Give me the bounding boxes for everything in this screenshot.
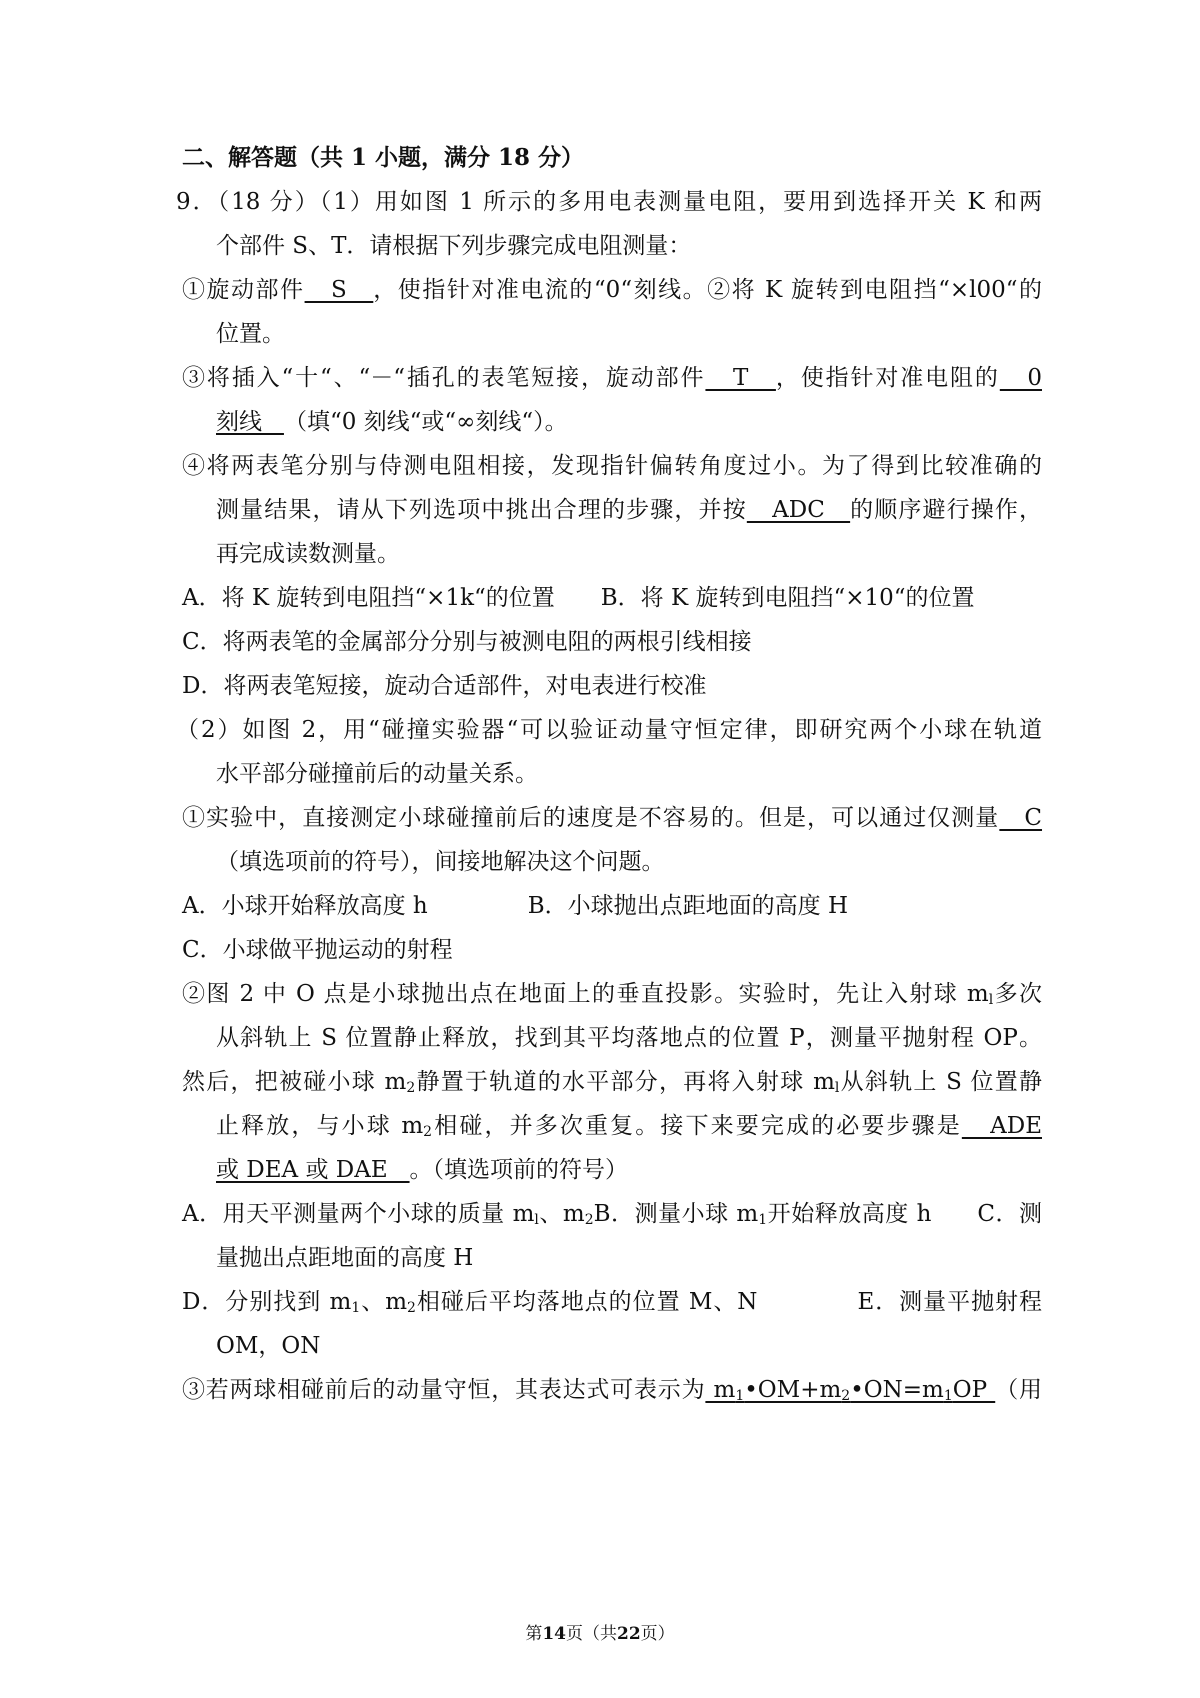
- q2-option-text: 、m: [360, 1289, 408, 1315]
- step-1-prefix: ①旋动部件: [182, 277, 305, 303]
- part-2-q2-line-4: [216, 1102, 1042, 1150]
- subscript: 1: [758, 1212, 768, 1228]
- part-2-q2-line-1: [182, 970, 1042, 1018]
- part-2-q1-line-1: [182, 794, 1042, 842]
- subscript: 2: [406, 1080, 416, 1096]
- answer-blank-s: S: [304, 277, 374, 303]
- page-footer: [0, 1622, 1200, 1646]
- q2-options-line-2: 量抛出点距地面的高度 H: [216, 1245, 474, 1271]
- subscript: 2: [423, 1124, 433, 1140]
- part-2-q1-line-2: （填选项前的符号），间接地解决这个问题。: [216, 849, 665, 875]
- question-intro-line-2: 个部件 S、T．请根据下列步骤完成电阻测量：: [216, 233, 692, 259]
- q1-option-b: B．小球抛出点距地面的高度 H: [527, 893, 849, 919]
- page-total: 22: [617, 1624, 641, 1644]
- q2-options-line-4: OM，ON: [216, 1333, 321, 1359]
- footer-text: 页）: [640, 1624, 675, 1644]
- part-2-q2-line-2: 从斜轨上 S 位置静止释放，找到其平均落地点的位置 P，测量平抛射程 OP。: [216, 1025, 1042, 1051]
- subscript: l: [534, 1212, 539, 1228]
- section-heading: 二、解答题（共 1 小题，满分 18 分）: [182, 144, 585, 171]
- step-3-line-2: [216, 398, 1042, 446]
- q1-option-c: C．小球做平抛运动的射程: [182, 937, 453, 963]
- step-4-suffix: 的顺序避行操作，: [850, 497, 1043, 523]
- q2-text: 然后，把被碰小球 m: [182, 1069, 407, 1095]
- subscript: 2: [407, 1300, 416, 1316]
- option-a: A．将 K 旋转到电阻挡“×1k“的位置: [182, 585, 555, 611]
- q2-text: 。（填选项前的符号）: [409, 1157, 629, 1183]
- subscript: 2: [841, 1388, 851, 1404]
- part1-options-ab: [182, 574, 1042, 622]
- answer-blank-ade-part2: 或 DEA 或 DAE: [216, 1157, 410, 1183]
- subscript: 1: [943, 1388, 953, 1404]
- subscript: 2: [584, 1212, 594, 1228]
- part-2-line-2: 水平部分碰撞前后的动量关系。: [216, 761, 538, 787]
- q3-text: ③若两球相碰前后的动量守恒，其表达式可表示为: [182, 1377, 706, 1403]
- option-b: B．将 K 旋转到电阻挡“×10“的位置: [600, 585, 975, 611]
- q2-text: 相碰，并多次重复。接下来要完成的必要步骤是: [432, 1113, 962, 1139]
- q2-option-text: B．测量小球 m: [593, 1201, 759, 1227]
- q2-option-text: D．分别找到 m: [182, 1289, 352, 1315]
- step-4-line-1: ④将两表笔分别与侍测电阻相接，发现指针偏转角度过小。为了得到比较准确的: [182, 453, 1042, 479]
- part-2-q2-line-5: [216, 1146, 1042, 1194]
- answer-blank-adc: ADC: [746, 497, 851, 523]
- q2-text: 止释放，与小球 m: [216, 1113, 424, 1139]
- step-4-prefix: 测量结果，请从下列选项中挑出合理的步骤，并按: [216, 497, 747, 523]
- step-1-line-1: [182, 266, 1042, 314]
- answer-formula: [705, 1377, 995, 1403]
- q2-text: 从斜轨上 S 位置静: [839, 1069, 1042, 1095]
- step-3-line-1: [182, 354, 1042, 402]
- question-intro-line-1: 9．（18 分）（1）用如图 1 所示的多用电表测量电阻，要用到选择开关 K 和两: [176, 189, 1042, 215]
- step-3-middle: ，使指针对准电阻的: [775, 365, 1000, 391]
- subscript: 1: [351, 1300, 361, 1316]
- q2-option-text: 、m: [538, 1201, 585, 1227]
- formula-part: •ON=m: [850, 1377, 944, 1403]
- page-number: 14: [542, 1624, 566, 1644]
- subscript: l: [834, 1080, 840, 1096]
- q2-text: 静置于轨道的水平部分，再将入射球 m: [415, 1069, 835, 1095]
- q2-option-text: C．测: [977, 1201, 1043, 1227]
- formula-part: m: [705, 1377, 736, 1403]
- q2-options-line-3: [182, 1278, 1042, 1326]
- q2-option-text: A．用天平测量两个小球的质量 m: [182, 1201, 535, 1227]
- answer-blank-t: T: [705, 365, 776, 391]
- answer-blank-ade-part1: ADE: [961, 1113, 1042, 1139]
- step-3-prefix: ③将插入“十“、“－“插孔的表笔短接，旋动部件: [182, 365, 706, 391]
- formula-part: OP: [952, 1377, 996, 1403]
- q2-options-line-1: [182, 1190, 1042, 1238]
- option-c: C．将两表笔的金属部分分别与被测电阻的两根引线相接: [182, 629, 752, 655]
- part-2-q1-prefix: ①实验中，直接测定小球碰撞前后的速度是不容易的。但是，可以通过仅测量: [182, 805, 1000, 831]
- answer-blank-zero-part1: 0: [999, 365, 1042, 391]
- footer-text: 页（共: [566, 1624, 617, 1644]
- part-2-line-1: （2）如图 2，用“碰撞实验器“可以验证动量守恒定律，即研究两个小球在轨道: [176, 717, 1042, 743]
- q1-option-a: A．小球开始释放高度 h: [182, 893, 428, 919]
- part-2-q2-line-3: [182, 1058, 1042, 1106]
- answer-blank-c: C: [999, 805, 1043, 831]
- step-1-suffix: ，使指针对准电流的“0“刻线。②将 K 旋转到电阻挡“×l00“的: [373, 277, 1043, 303]
- q2-option-text: 相碰后平均落地点的位置 M、N: [415, 1289, 758, 1315]
- step-3-suffix: （填“0 刻线“或“∞刻线“）。: [283, 409, 568, 435]
- subscript: l: [988, 992, 994, 1008]
- q3-text: （用: [995, 1377, 1043, 1403]
- formula-part: •OM+m: [744, 1377, 842, 1403]
- q2-option-text: E．测量平抛射程: [857, 1289, 1042, 1315]
- step-4-line-3: 再完成读数测量。: [216, 541, 400, 567]
- step-1-line-2: 位置。: [216, 321, 285, 347]
- footer-text: 第: [525, 1624, 543, 1644]
- q2-option-text: 开始释放高度 h: [767, 1201, 932, 1227]
- option-d: D．将两表笔短接，旋动合适部件，对电表进行校准: [182, 673, 707, 699]
- subscript: 1: [735, 1388, 745, 1404]
- q2-text: ②图 2 中 O 点是小球抛出点在地面上的垂直投影。实验时，先让入射球 m: [182, 981, 989, 1007]
- part-2-q3-line: [182, 1366, 1042, 1414]
- q2-text: 多次: [993, 981, 1043, 1007]
- part-2-q1-options-ab: [182, 882, 1042, 930]
- step-4-line-2: [216, 486, 1042, 534]
- answer-blank-zero-part2: 刻线: [216, 409, 284, 435]
